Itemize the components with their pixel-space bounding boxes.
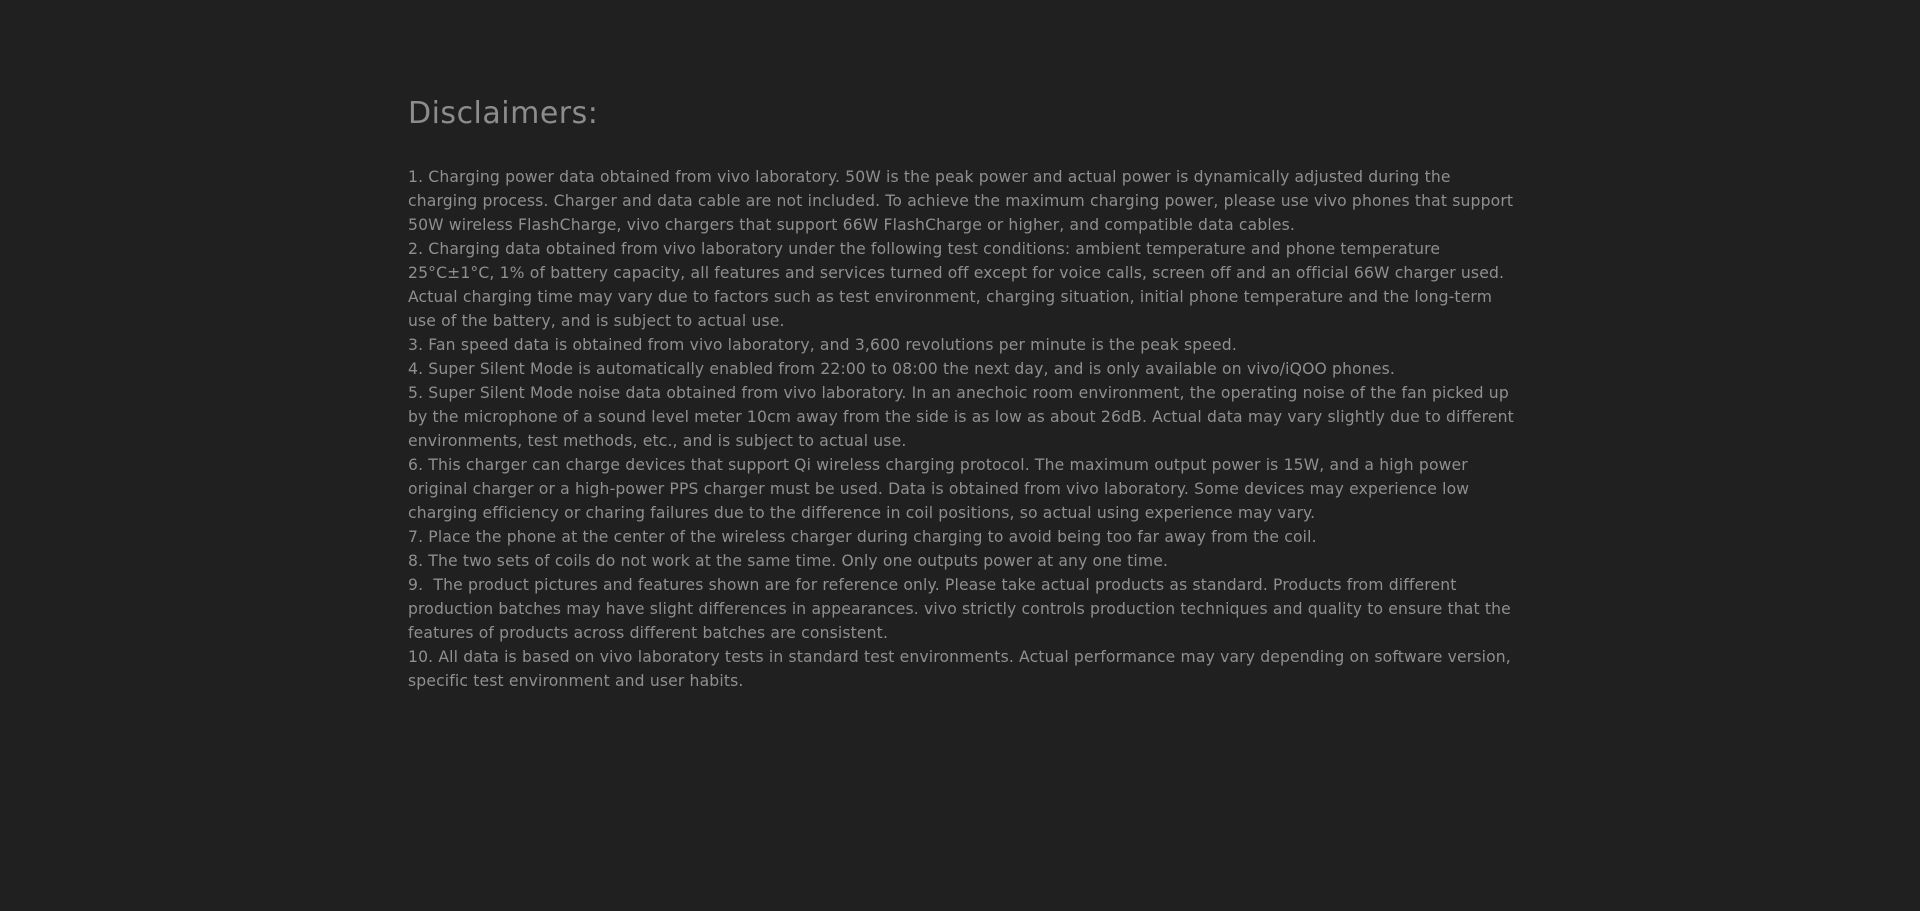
disclaimer-item-9: 9. The product pictures and features shown are for reference only. Please take actual products as standard. Products from different production batches may have slight differences in appearances. vivo strictly controls production techniques and quality to ensure that the features of products across different batches are consistent. <box>408 576 1516 642</box>
disclaimers-section <box>408 92 1520 693</box>
disclaimer-item-7: 7. Place the phone at the center of the wireless charger during charging to avoid being too far away from the coil. <box>408 528 1317 546</box>
disclaimer-item-3: 3. Fan speed data is obtained from vivo laboratory, and 3,600 revolutions per minute is the peak speed. <box>408 336 1237 354</box>
disclaimer-item-2: 2. Charging data obtained from vivo laboratory under the following test conditions: ambient temperature and phone temperature 25°C±1°C, 1% of battery capacity, all features and services turned off except for voice calls, screen off and an official 66W charger used. Actual charging time may vary due to factors such as test environment, charging situation, initial phone temperature and the long-term use of the battery, and is subject to actual use. <box>408 240 1510 330</box>
disclaimers-title: Disclaimers: <box>408 96 599 131</box>
disclaimer-item-1: 1. Charging power data obtained from vivo laboratory. 50W is the peak power and actual power is dynamically adjusted during the charging process. Charger and data cable are not included. To achieve the maximum charging power, please use vivo phones that support 50W wireless FlashCharge, vivo chargers that support 66W FlashCharge or higher, and compatible data cables. <box>408 168 1519 234</box>
disclaimer-item-8: 8. The two sets of coils do not work at the same time. Only one outputs power at any one time. <box>408 552 1169 570</box>
disclaimer-item-4: 4. Super Silent Mode is automatically enabled from 22:00 to 08:00 the next day, and is only available on vivo/iQOO phones. <box>408 360 1395 378</box>
disclaimer-item-6: 6. This charger can charge devices that support Qi wireless charging protocol. The maximum output power is 15W, and a high power original charger or a high-power PPS charger must be used. Data is obtained from vivo laboratory. Some devices may experience low charging efficiency or charing failures due to the difference in coil positions, so actual using experience may vary. <box>408 456 1475 522</box>
disclaimer-item-5: 5. Super Silent Mode noise data obtained from vivo laboratory. In an anechoic room environment, the operating noise of the fan picked up by the microphone of a sound level meter 10cm away from the side is as low as about 26dB. Actual data may vary slightly due to different environments, test methods, etc., and is subject to actual use. <box>408 384 1519 450</box>
disclaimers-list <box>408 165 1520 693</box>
disclaimer-item-10: 10. All data is based on vivo laboratory tests in standard test environments. Actual performance may vary depending on software version, specific test environment and user habits. <box>408 648 1517 690</box>
